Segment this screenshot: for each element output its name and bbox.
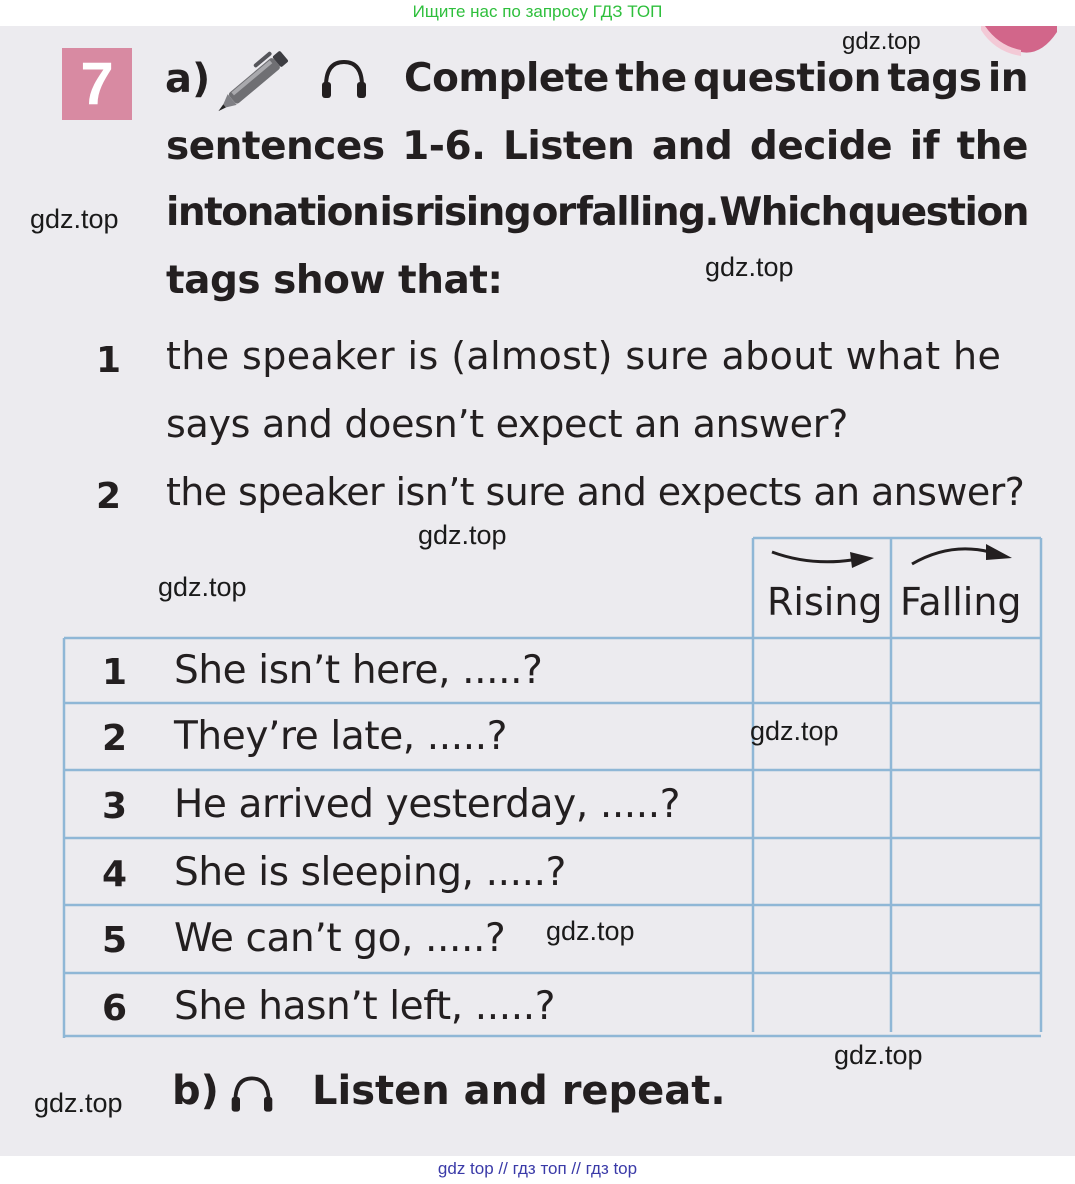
falling-arrow-icon — [910, 540, 1016, 570]
instruction-word: tags — [887, 56, 982, 101]
answer-cell-row5-rising[interactable] — [755, 907, 889, 972]
table-row-number: 6 — [102, 988, 128, 1029]
instruction-word: or — [531, 190, 575, 235]
answer-cell-row6-rising[interactable] — [755, 975, 889, 1033]
part-b-label: b) — [172, 1068, 219, 1114]
answer-cell-row4-rising[interactable] — [755, 840, 889, 904]
table-row-sentence: We can’t go, .....? — [174, 916, 506, 961]
table-row-sentence: She isn’t here, .....? — [174, 648, 543, 693]
criterion-number: 1 — [96, 340, 122, 381]
instruction-word: Which — [719, 190, 847, 235]
watermark: gdz.top — [750, 716, 839, 746]
instruction-word: Listen — [502, 124, 635, 169]
watermark: gdz.top — [30, 204, 119, 234]
instruction-word: is — [379, 190, 414, 235]
table-row-number: 5 — [102, 920, 128, 961]
instruction-word: question — [848, 190, 1028, 235]
watermark: gdz.top — [158, 572, 247, 602]
criterion-number: 2 — [96, 476, 122, 517]
answer-cell-row3-rising[interactable] — [755, 772, 889, 837]
table-row-sentence: They’re late, .....? — [174, 714, 508, 759]
watermark: gdz.top — [834, 1040, 923, 1070]
column-header-falling: Falling — [900, 580, 1022, 624]
answer-cell-row2-falling[interactable] — [893, 705, 1039, 769]
watermark: gdz.top — [842, 28, 921, 55]
top-banner: Ищите нас по запросу ГДЗ ТОП — [0, 0, 1075, 26]
criterion-text: says and doesn’t expect an answer? — [166, 402, 848, 446]
exercise-number-badge: 7 — [62, 48, 132, 120]
criterion-text: the speaker is (almost) sure about what he — [166, 334, 1002, 378]
answer-cell-row1-falling[interactable] — [893, 640, 1039, 702]
part-a-label: a) — [165, 56, 211, 102]
instruction-word: decide — [749, 124, 893, 169]
instruction-word: intonation — [166, 190, 379, 235]
instruction-word: sentences — [166, 124, 385, 169]
table-row-number: 1 — [102, 652, 128, 693]
bottom-banner: gdz top // гдз топ // гдз top — [0, 1156, 1075, 1184]
table-row-number: 4 — [102, 854, 128, 895]
instruction-word: if — [909, 124, 940, 169]
column-header-rising: Rising — [767, 580, 883, 624]
instruction-word: rising — [414, 190, 531, 235]
instruction-word: 1-6. — [402, 124, 486, 169]
answer-cell-row3-falling[interactable] — [893, 772, 1039, 837]
table-row-number: 2 — [102, 718, 128, 759]
rising-arrow-icon — [770, 544, 878, 574]
instruction-word: the — [956, 124, 1028, 169]
headphones-icon — [228, 1072, 276, 1118]
watermark: gdz.top — [546, 916, 635, 946]
watermark: gdz.top — [34, 1088, 123, 1118]
criterion-text: the speaker isn’t sure and expects an answer? — [166, 470, 1025, 514]
table-row-sentence: He arrived yesterday, .....? — [174, 782, 681, 827]
answer-cell-row5-falling[interactable] — [893, 907, 1039, 972]
watermark: gdz.top — [705, 252, 794, 282]
part-b-instruction: Listen and repeat. — [312, 1068, 726, 1114]
answer-cell-row6-falling[interactable] — [893, 975, 1039, 1033]
watermark: gdz.top — [418, 520, 507, 550]
table-row-sentence: She is sleeping, .....? — [174, 850, 566, 895]
answer-cell-row1-rising[interactable] — [755, 640, 889, 702]
table-row-sentence: She hasn’t left, .....? — [174, 984, 556, 1029]
instruction-line-4: tags show that: — [166, 258, 503, 303]
instruction-word: falling. — [575, 190, 718, 235]
instruction-word: and — [651, 124, 733, 169]
instruction-word: Complete — [404, 56, 609, 101]
instruction-word: in — [987, 56, 1028, 101]
instruction-word: the — [615, 56, 687, 101]
instruction-word: question — [693, 56, 881, 101]
answer-cell-row4-falling[interactable] — [893, 840, 1039, 904]
table-row-number: 3 — [102, 786, 128, 827]
